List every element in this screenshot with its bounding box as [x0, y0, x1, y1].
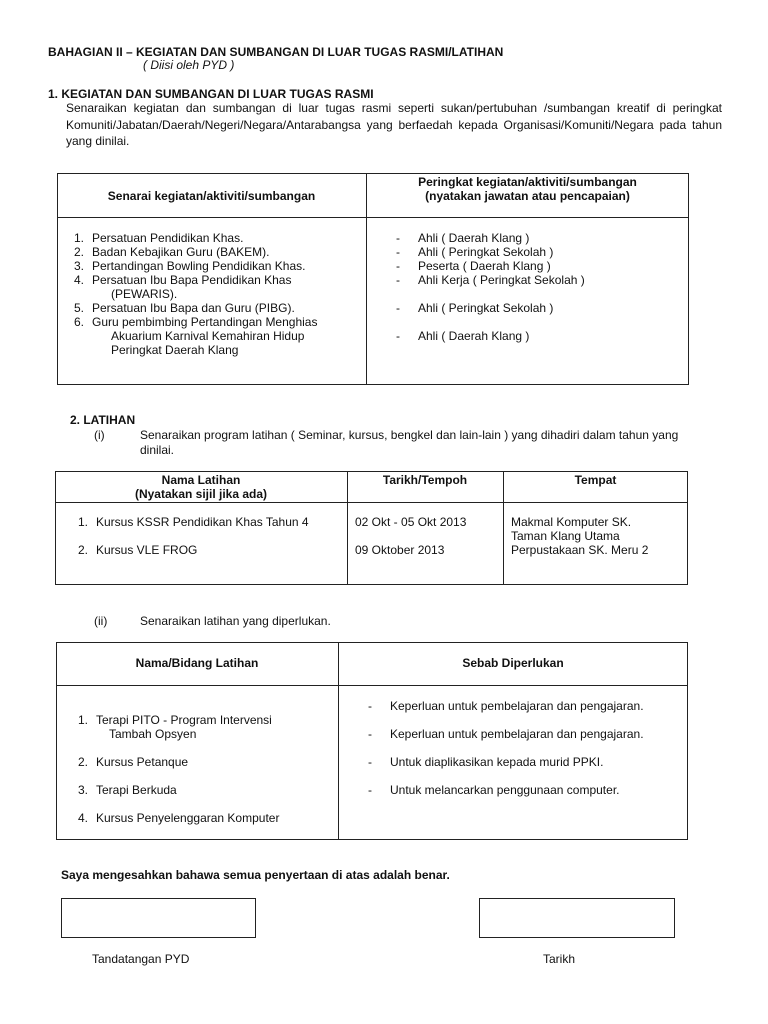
part2-label: (ii) [94, 614, 108, 628]
form-title: BAHAGIAN II – KEGIATAN DAN SUMBANGAN DI LUAR TUGAS RASMI/LATIHAN [48, 45, 504, 59]
table-divider [55, 502, 688, 503]
training-name: 2. Kursus VLE FROG [77, 543, 198, 557]
signature-field[interactable] [61, 898, 256, 938]
reason-item: - Untuk melancarkan penggunaan computer. [368, 783, 620, 797]
list-item: - Peserta ( Daerah Klang ) [396, 259, 551, 273]
list-item: - Ahli ( Peringkat Sekolah ) [396, 245, 554, 259]
section1-heading: 1. KEGIATAN DAN SUMBANGAN DI LUAR TUGAS RASMI [48, 87, 374, 101]
needed-training: 4. Kursus Penyelenggaran Komputer [77, 811, 280, 825]
trainings-name-header: Nama Latihan [161, 473, 241, 487]
table-divider [338, 642, 339, 840]
list-item-continued: (PEWARIS). [111, 287, 178, 301]
needed-reason-header: Sebab Diperlukan [462, 656, 564, 670]
date-field[interactable] [479, 898, 675, 938]
training-place: Perpustakaan SK. Meru 2 [511, 543, 649, 557]
training-place: Makmal Komputer SK. [511, 515, 632, 529]
activities-col2-header: Peringkat kegiatan/aktiviti/sumbangan [418, 175, 637, 189]
list-item: 3. Pertandingan Bowling Pendidikan Khas. [73, 259, 306, 273]
date-label: Tarikh [543, 952, 576, 966]
table-divider [57, 217, 689, 218]
reason-item: - Keperluan untuk pembelajaran dan pengajaran. [368, 727, 644, 741]
needed-training: 3. Terapi Berkuda [77, 783, 177, 797]
needed-name-header: Nama/Bidang Latihan [135, 656, 259, 670]
training-name: 1. Kursus KSSR Pendidikan Khas Tahun 4 [77, 515, 309, 529]
signature-label: Tandatangan PYD [92, 952, 190, 966]
part1-label: (i) [94, 428, 105, 442]
section1-description: Senaraikan kegiatan dan sumbangan di luar tugas rasmi seperti sukan/pertubuhan /sumbangan kreatif di peringkat Komuniti/Jabatan/Daerah/Negeri/Negara/Antarabangsa yang berfaedah kepada Organisasi/Komuniti/Negara pada tahun yang dinilai. [66, 101, 722, 148]
list-item: - Ahli ( Daerah Klang ) [396, 329, 530, 343]
section2-heading: 2. LATIHAN [70, 413, 136, 427]
trainings-place-header: Tempat [574, 473, 617, 487]
declaration-text: Saya mengesahkan bahawa semua penyertaan di atas adalah benar. [61, 868, 450, 882]
needed-training: 1. Terapi PITO - Program Intervensi [77, 713, 272, 727]
trainings-date-header: Tarikh/Tempoh [382, 473, 468, 487]
part1-instruction: Senaraikan program latihan ( Seminar, kursus, bengkel dan lain-lain ) yang dihadiri dalam tahun yang [140, 428, 679, 442]
list-item: 5. Persatuan Ibu Bapa dan Guru (PIBG). [73, 301, 295, 315]
list-item: 2. Badan Kebajikan Guru (BAKEM). [73, 245, 270, 259]
part2-instruction: Senaraikan latihan yang diperlukan. [140, 614, 331, 628]
needed-training: 2. Kursus Petanque [77, 755, 189, 769]
table-divider [503, 471, 504, 585]
form-subtitle: ( Diisi oleh PYD ) [143, 58, 235, 72]
list-item-continued: Peringkat Daerah Klang [111, 343, 239, 357]
trainings-name-subheader: (Nyatakan sijil jika ada) [134, 487, 268, 501]
table-divider [347, 471, 348, 585]
list-item: 4. Persatuan Ibu Bapa Pendidikan Khas [73, 273, 292, 287]
reason-item: - Keperluan untuk pembelajaran dan pengajaran. [368, 699, 644, 713]
needed-training-cont: Tambah Opsyen [109, 727, 197, 741]
table-divider [366, 173, 367, 385]
training-date: 02 Okt - 05 Okt 2013 [355, 515, 467, 529]
list-item-continued: Akuarium Karnival Kemahiran Hidup [111, 329, 305, 343]
list-item: - Ahli ( Peringkat Sekolah ) [396, 301, 554, 315]
training-place-cont: Taman Klang Utama [511, 529, 620, 543]
list-item: - Ahli Kerja ( Peringkat Sekolah ) [396, 273, 585, 287]
list-item: 1. Persatuan Pendidikan Khas. [73, 231, 244, 245]
list-item: 6. Guru pembimbing Pertandingan Menghias [73, 315, 318, 329]
part1-instruction-cont: dinilai. [140, 443, 175, 457]
activities-col1-header: Senarai kegiatan/aktiviti/sumbangan [107, 189, 316, 203]
table-divider [56, 685, 688, 686]
training-date: 09 Oktober 2013 [355, 543, 445, 557]
reason-item: - Untuk diaplikasikan kepada murid PPKI. [368, 755, 604, 769]
activities-col2-subheader: (nyatakan jawatan atau pencapaian) [425, 189, 630, 203]
list-item: - Ahli ( Daerah Klang ) [396, 231, 530, 245]
